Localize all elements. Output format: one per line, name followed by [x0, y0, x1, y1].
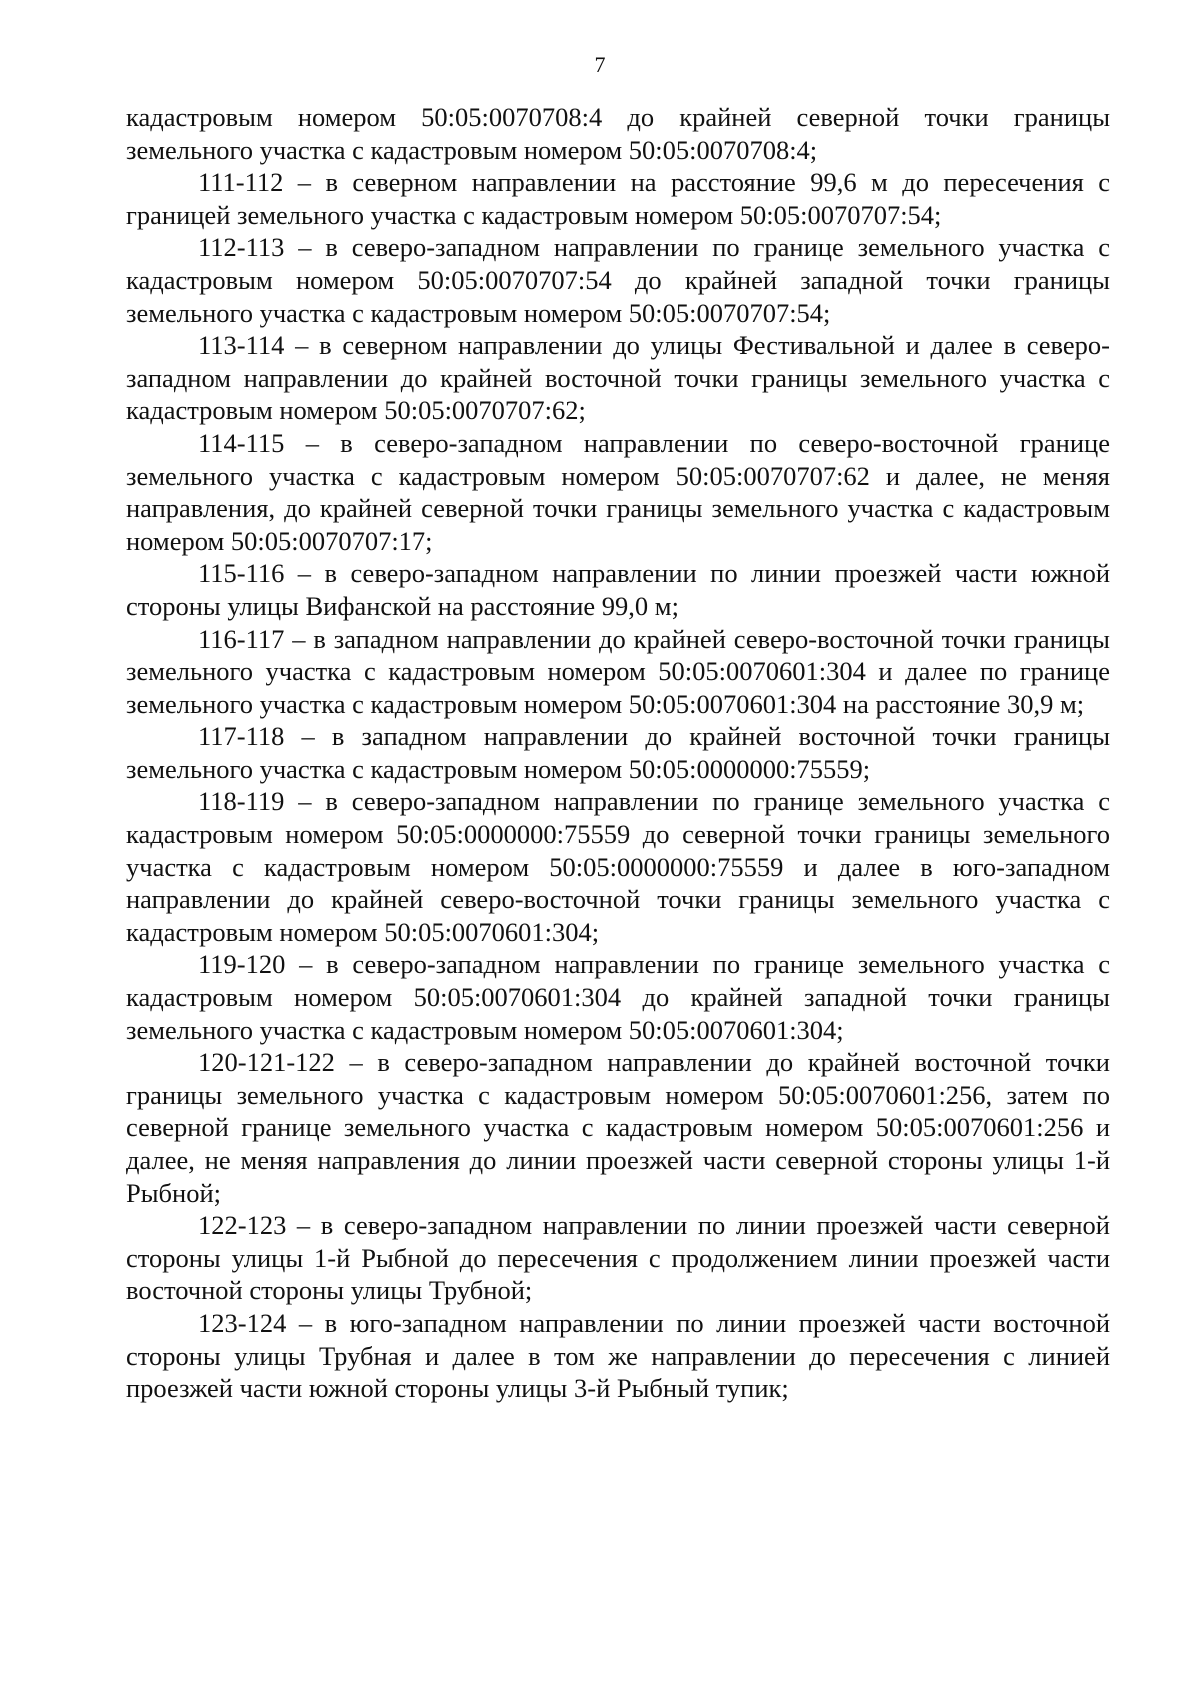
paragraph: 113-114 – в северном направлении до улицы Фестивальной и далее в северо-западном направлении до крайней восточной точки границы земельного участка с кадастровым номером 50:05:0070707:62; — [126, 330, 1110, 426]
body-text — [126, 101, 1110, 1405]
paragraph: 120-121-122 – в северо-западном направлении до крайней восточной точки границы земельного участка с кадастровым номером 50:05:0070601:256, затем по северной границе земельного участка с кадастровым номером 50:05:0070601:256 и далее, не меняя направления до линии проезжей части северной стороны улицы 1-й Рыбной; — [126, 1047, 1110, 1208]
paragraph: 118-119 – в северо-западном направлении по границе земельного участка с кадастровым номером 50:05:0000000:75559 до северной точки границы земельного участка с кадастровым номером 50:05:0000000:75559 и далее в юго-западном направлении до крайней северо-восточной точки границы земельного участка с кадастровым номером 50:05:0070601:304; — [126, 786, 1110, 947]
paragraph: 117-118 – в западном направлении до крайней восточной точки границы земельного участка с кадастровым номером 50:05:0000000:75559; — [126, 721, 1110, 784]
page-number: 7 — [594, 52, 606, 77]
paragraph: кадастровым номером 50:05:0070708:4 до крайней северной точки границы земельного участка с кадастровым номером 50:05:0070708:4; — [126, 102, 1110, 165]
paragraph: 112-113 – в северо-западном направлении по границе земельного участка с кадастровым номером 50:05:0070707:54 до крайней западной точки границы земельного участка с кадастровым номером 50:05:0070707:54; — [126, 232, 1110, 328]
paragraph: 116-117 – в западном направлении до крайней северо-восточной точки границы земельного участка с кадастровым номером 50:05:0070601:304 и далее по границе земельного участка с кадастровым номером 50:05:0070601:304 на расстояние 30,9 м; — [126, 623, 1110, 719]
paragraph: 115-116 – в северо-западном направлении по линии проезжей части южной стороны улицы Вифанской на расстояние 99,0 м; — [126, 558, 1110, 621]
paragraph: 122-123 – в северо-западном направлении по линии проезжей части северной стороны улицы 1-й Рыбной до пересечения с продолжением линии проезжей части восточной стороны улицы Трубной; — [126, 1210, 1110, 1306]
paragraph: 123-124 – в юго-западном направлении по линии проезжей части восточной стороны улицы Трубная и далее в том же направлении до пересечения с линией проезжей части южной стороны улицы 3-й Рыбный тупик; — [126, 1307, 1110, 1404]
paragraph: 111-112 – в северном направлении на расстояние 99,6 м до пересечения с границей земельного участка с кадастровым номером 50:05:0070707:54; — [126, 167, 1110, 230]
paragraph: 114-115 – в северо-западном направлении по северо-восточной границе земельного участка с кадастровым номером 50:05:0070707:62 и далее, не меняя направления, до крайней северной точки границы земельного участка с кадастровым номером 50:05:0070707:17; — [126, 427, 1110, 556]
paragraph: 119-120 – в северо-западном направлении по границе земельного участка с кадастровым номером 50:05:0070601:304 до крайней западной точки границы земельного участка с кадастровым номером 50:05:0070601:304; — [126, 949, 1110, 1045]
